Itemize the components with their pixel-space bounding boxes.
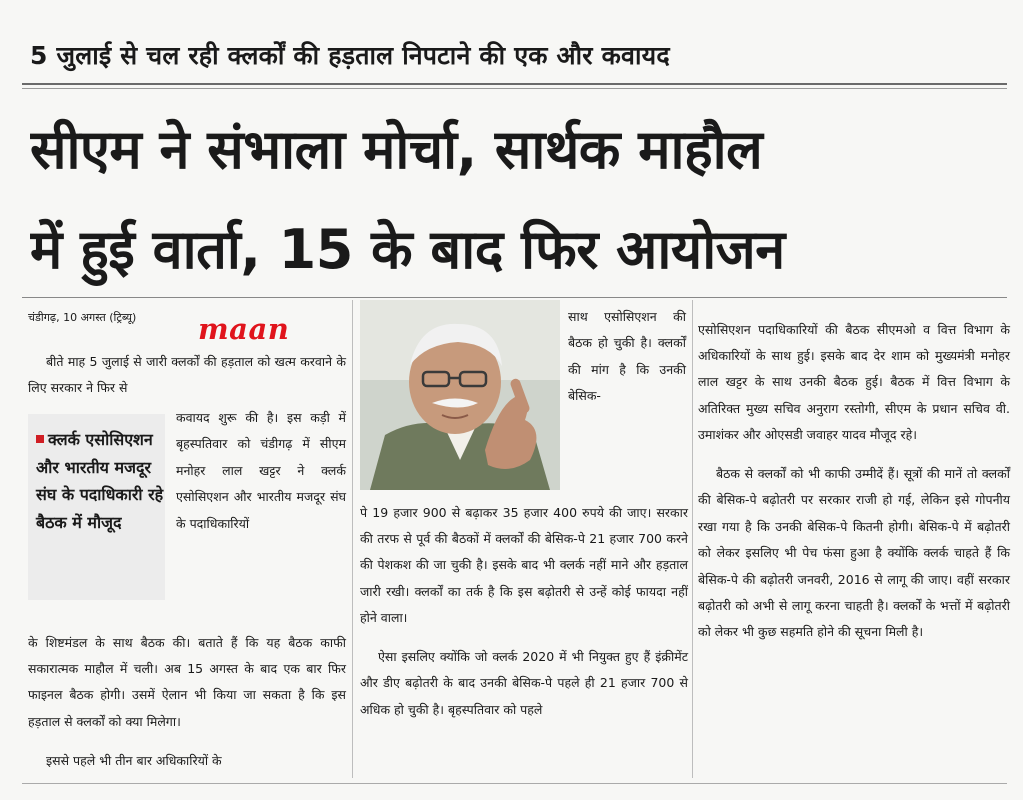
cm-photo: [360, 300, 560, 490]
bottom-rule: [22, 783, 1007, 784]
column-1-side-text: कवायद शुरू की है। इस कड़ी में बृहस्पतिवार को चंडीगढ़ में सीएम मनोहर लाल खट्टर ने क्लर्क एसोसिएशन और भारतीय मजदूर संघ के पदाधिकारियों: [176, 410, 346, 531]
paragraph: बैठक से क्लर्कों को भी काफी उम्मीदें हैं। सूत्रों की मानें तो क्लर्कों की बेसिक-पे बढ़ोतरी पर सरकार राजी हो गई, लेकिन इसे गोपनीय रखा गया है कि उनकी बेसिक-पे कितनी होगी। बेसिक-पे में बढ़ोतरी को लेकर इसलिए भी पेच फंसा हुआ है क्योंकि क्लर्क चाहते हैं कि बेसिक-पे की बढ़ोतरी जनवरी, 2016 से लागू की जाए। वहीं सरकार बढ़ोतरी को अभी से लागू करना चाहती है। क्लर्कों के भत्तों में बढ़ोतरी को लेकर भी कुछ सहमति होने की सूचना मिली है।: [698, 466, 1010, 640]
column-1-intro: [28, 349, 346, 402]
paragraph: इससे पहले भी तीन बार अधिकारियों के: [46, 752, 222, 768]
column-2-bottom-text: [360, 487, 688, 736]
paragraph: बीते माह 5 जुलाई से जारी क्लर्कों की हड़ताल को खत्म करवाने के लिए सरकार ने फिर से: [28, 354, 346, 396]
top-rule-thin: [22, 88, 1007, 89]
bullet-square-icon: [36, 435, 44, 443]
paragraph: एसोसिएशन पदाधिकारियों की बैठक सीएमओ व वित्त विभाग के अधिकारियों के साथ हुई। इसके बाद देर शाम को मुख्यमंत्री मनोहर लाल खट्टर के साथ उनकी बैठक हुई। बैठक में वित्त विभाग के अतिरिक्त मुख्य सचिव अनुराग रस्तोगी, सीएम के प्रधान सचिव वी. उमाशंकर और ओएसडी जवाहर यादव मौजूद रहे।: [698, 321, 1010, 443]
column-3-text: [698, 304, 1010, 658]
main-headline: [30, 100, 1015, 300]
headline-line-2: में हुई वार्ता, 15 के बाद फिर आयोजन: [30, 218, 785, 281]
headline-rule: [22, 297, 1007, 298]
kicker-headline: 5 जुलाई से चल रही क्लर्कों की हड़ताल निपटाने की एक और कवायद: [30, 41, 670, 70]
paragraph: के शिष्टमंडल के साथ बैठक की। बताते हैं कि यह बैठक काफी सकारात्मक माहौल में चली। अब 15 अगस्त के बाद एक बार फिर फाइनल बैठक होगी। उसमें ऐलान भी किया जा सकता है कि इस हड़ताल से क्लर्कों को क्या मिलेगा।: [28, 634, 346, 729]
column-1-bottom-text: [28, 617, 346, 787]
pullquote-box: [28, 414, 165, 600]
paragraph: ऐसा इसलिए क्योंकि जो क्लर्क 2020 में भी नियुक्त हुए हैं इंक्रीमेंट और डीए बढ़ोतरी के बाद उनकी बेसिक-पे पहले ही 21 हजार 700 से अधिक हो चुकी है। बृहस्पतिवार को पहले: [360, 649, 688, 717]
column-divider-1: [352, 300, 353, 778]
top-rule: [22, 83, 1007, 85]
headline-line-1: सीएम ने संभाला मोर्चा, सार्थक माहौल: [30, 118, 763, 181]
paragraph: पे 19 हजार 900 से बढ़ाकर 35 हजार 400 रुपये की जाए। सरकार की तरफ से पूर्व की बैठकों में क्लर्कों की बेसिक-पे 21 हजार 700 करने की पेशकश की जा चुकी है। इसके बाद भी क्लर्क नहीं माने और हड़ताल जारी रखी। क्लर्कों का तर्क है कि इस बढ़ोतरी से उन्हें कोई फायदा नहीं होने वाला।: [360, 504, 688, 626]
pullquote-label: क्लर्क एसोसिएशन और भारतीय मजदूर संघ के पदाधिकारी रहे बैठक में मौजूद: [36, 430, 164, 532]
column-divider-2: [692, 300, 693, 778]
dateline: चंडीगढ़, 10 अगस्त (ट्रिब्यू): [28, 311, 137, 324]
column-2-side-text: साथ एसोसिएशन की बैठक हो चुकी है। क्लर्कों की मांग है कि उनकी बेसिक-: [568, 309, 686, 404]
watermark-logo: maan: [198, 312, 290, 346]
pullquote-text: [36, 426, 164, 536]
portrait-image: [360, 300, 560, 490]
